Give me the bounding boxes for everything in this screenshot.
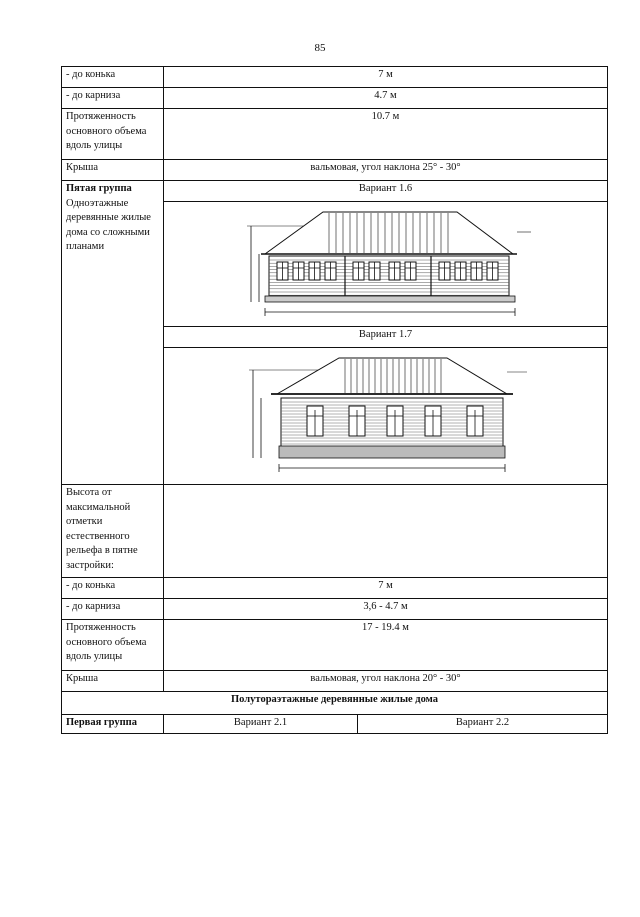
row-value: 7 м — [164, 67, 608, 88]
table-row — [62, 671, 608, 692]
row-label: Крыша — [62, 671, 164, 692]
table-row — [62, 715, 608, 734]
page-number: 85 — [314, 42, 326, 54]
row-value: вальмовая, угол наклона 25° - 30° — [164, 160, 608, 181]
table-row — [62, 692, 608, 715]
group5-description: Одноэтажные деревянные жилые дома со сложными планами — [66, 197, 151, 252]
variant-1-7-label: Вариант 1.7 — [164, 327, 608, 348]
table-row — [62, 485, 608, 578]
table-row — [62, 599, 608, 620]
row-value-empty — [164, 485, 608, 578]
house-elevation-drawing-1-7 — [241, 350, 531, 478]
table-row — [62, 181, 608, 202]
row-label: - до карниза — [62, 88, 164, 109]
group5-cell — [62, 181, 164, 485]
row-value: 3,6 - 4.7 м — [164, 599, 608, 620]
group5-title: Пятая группа — [66, 183, 132, 194]
row-value: 17 - 19.4 м — [164, 620, 608, 671]
house-elevation-drawing-1-6 — [241, 204, 531, 322]
table-row — [62, 109, 608, 160]
drawing-cell — [164, 348, 608, 485]
variant-2-1-label: Вариант 2.1 — [164, 715, 358, 734]
row-value: 10.7 м — [164, 109, 608, 160]
row-value: 7 м — [164, 578, 608, 599]
variant-1-6-label: Вариант 1.6 — [164, 181, 608, 202]
row-label: Протяженность основного объема вдоль улицы — [62, 109, 164, 160]
table-row — [62, 67, 608, 88]
table-row — [62, 620, 608, 671]
row-label: - до конька — [62, 578, 164, 599]
row-value: 4.7 м — [164, 88, 608, 109]
row-label: - до карниза — [62, 599, 164, 620]
table-row — [62, 578, 608, 599]
first-group-label: Первая группа — [62, 715, 164, 734]
section-title: Полутораэтажные деревянные жилые дома — [62, 692, 608, 715]
variant-2-2-label: Вариант 2.2 — [358, 715, 608, 734]
row-label: Протяженность основного объема вдоль улицы — [62, 620, 164, 671]
height-label: Высота от максимальной отметки естественного рельефа в пятне застройки: — [62, 485, 164, 578]
row-label: Крыша — [62, 160, 164, 181]
row-value: вальмовая, угол наклона 20° - 30° — [164, 671, 608, 692]
drawing-cell — [164, 202, 608, 327]
row-label: - до конька — [62, 67, 164, 88]
table-row — [62, 160, 608, 181]
building-parameters-table — [61, 66, 608, 734]
table-row — [62, 88, 608, 109]
